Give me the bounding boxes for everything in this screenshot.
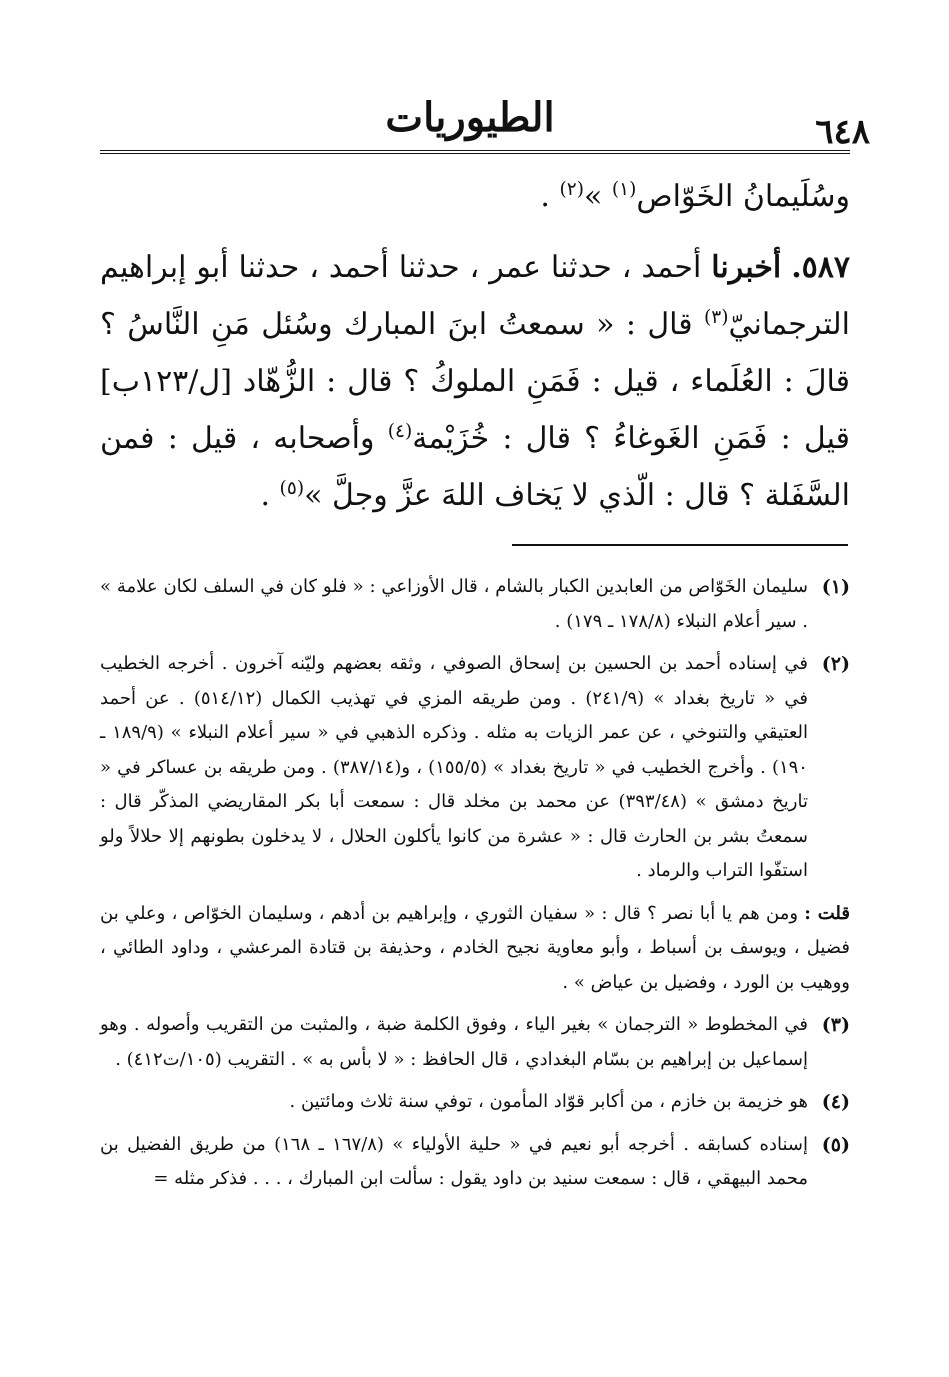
footnote-text: هو خزيمة بن خازم ، من أكابر قوّاد المأمون ، توفي سنة ثلاث ومائتين . (289, 1091, 808, 1112)
footnote-separator (512, 544, 848, 546)
footnote-ref-4: (٤) (387, 421, 413, 442)
footnotes (100, 570, 850, 1205)
continuation-line (100, 168, 850, 225)
footnote-5 (100, 1128, 850, 1197)
continuation-close: » (583, 179, 612, 214)
footnote-ref-2: (٢) (559, 179, 584, 200)
main-text (100, 168, 850, 524)
report-lead-word: أخبرنا (711, 250, 782, 285)
continuation-end: . (540, 179, 560, 214)
footnote-ref-5: (٥) (279, 478, 305, 499)
report-number: ٥٨٧. (791, 250, 850, 285)
footnote-number: (٣) (821, 1014, 850, 1036)
footnote-number: (٥) (821, 1133, 850, 1156)
report-text-end: . (260, 478, 280, 513)
footnote-3 (100, 1008, 850, 1077)
remark-lead: قلت : (804, 902, 850, 924)
footnote-number: (١) (821, 576, 850, 598)
report-text-b: قال : « سمعتُ ابنَ المبارك وسُئل مَنِ النَّاسُ ؟ قالَ : العُلَماء ، قيل : فَمَنِ الملوكُ ؟ قال : الزُّهّاد [ل/١٢٣ب] قيل : فَمَنِ الغَوغاءُ ؟ قال : خُزَيْمة (100, 307, 850, 456)
running-title: الطيوريات (385, 94, 555, 141)
remark-text: ومن هم يا أبا نصر ؟ قال : « سفيان الثوري ، وإبراهيم بن أدهم ، وسليمان الخوّاص ، وعلي بن فضيل ، ويوسف بن أسباط ، وأبو معاوية نجيح الخادم ، وحذيفة بن قتادة المرعشي ، وداود الطائي ، ووهيب بن الورد ، وفضيل بن عياض » . (100, 902, 850, 993)
footnote-text: في المخطوط « الترجمان » بغير الياء ، وفوق الكلمة ضبة ، والمثبت من التقريب وأصوله . وهو إسماعيل بن إبراهيم بن بسّام البغدادي ، قال الحافظ : « لا بأس به » . التقريب (١٠٥/ت٤١٢) . (100, 1014, 808, 1070)
continuation-text: وسُلَيمانُ الخَوّاص (636, 179, 850, 214)
footnote-number: (٢) (821, 653, 850, 675)
footnote-ref-1: (١) (611, 179, 637, 200)
footnote-text: إسناده كسابقه . أخرجه أبو نعيم في « حلية الأولياء » (١٦٧/٨ ـ ١٦٨) من طريق الفضيل بن محمد البيهقي ، قال : سمعت سنيد بن داود يقول : سألت ابن المبارك ، . . . فذكر مثله = (100, 1133, 808, 1189)
footnote-2-remark (100, 897, 850, 1001)
header-rule (100, 150, 850, 154)
report-text-c: وأصحابه ، قيل : فمن السَّفَلة ؟ قال : الّذي لا يَخاف اللهَ عزَّ وجلَّ » (100, 421, 850, 513)
report-text-a: أحمد ، حدثنا عمر ، حدثنا أحمد ، حدثنا أبو إبراهيم الترجمانيّ (100, 250, 850, 342)
footnote-1 (100, 570, 850, 639)
footnote-ref-3: (٣) (704, 307, 729, 328)
footnote-4 (100, 1085, 850, 1120)
footnote-text: في إسناده أحمد بن الحسين بن إسحاق الصوفي ، وثقه بعضهم وليّنه آخرون . أخرجه الخطيب في « تاريخ بغداد » (٢٤١/٩) . ومن طريقه المزي في تهذيب الكمال (٥١٤/١٢) . عن أحمد العتيقي والتنوخي ، عن عمر الزيات به مثله . وذكره الذهبي في « سير أعلام النبلاء » (١٨٩/٩ ـ ١٩٠) . وأخرج الخطيب في « تاريخ بغداد » (١٥٥/٥) ، و(٣٨٧/١٤) . ومن طريقه بن عساكر في « تاريخ دمشق » (٣٩٣/٤٨) عن محمد بن مخلد قال : سمعت أبا بكر المقاريضي المذكّر قال : سمعتُ بشر بن الحارث قال : « عشرة من كانوا يأكلون الحلال ، لا يدخلون بطونهم إلا حلالاً ولو استفّوا التراب والرماد . (100, 653, 808, 881)
footnote-number: (٤) (821, 1091, 850, 1113)
page-number: ٦٤٨ (815, 112, 870, 152)
footnote-text: سليمان الخَوّاص من العابدين الكبار بالشام ، قال الأوزاعي : « فلو كان في السلف لكان علامة » . سير أعلام النبلاء (١٧٨/٨ ـ ١٧٩) . (100, 576, 808, 632)
footnote-2 (100, 647, 850, 889)
report-587 (100, 239, 850, 524)
